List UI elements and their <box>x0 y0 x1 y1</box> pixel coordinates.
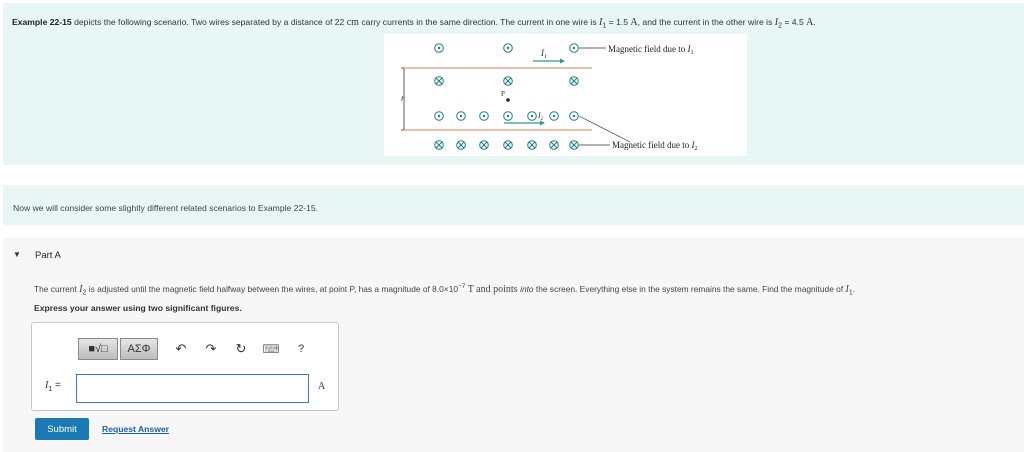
point-p-label: P <box>501 90 505 98</box>
answer-unit: A <box>318 381 326 392</box>
math-toolbar <box>78 338 312 360</box>
redo-icon[interactable]: ↷ <box>205 341 217 356</box>
part-a-section <box>3 238 1024 452</box>
current-label-2: $I_2$ <box>538 111 544 122</box>
example-label: Example 22-15 <box>12 17 72 27</box>
field-in-row-2 <box>435 141 579 150</box>
scenario-panel <box>3 185 1024 225</box>
example-description: Example 22-15 depicts the following scenario. Two wires separated by a distance of 22 cm carry currents in the same direction. The current in one wire is $I_1 = 1.5$ A, and the current in the other wire is $I_2 = 4.5$ A. <box>12 17 816 30</box>
field-out-row-1 <box>435 44 579 53</box>
current-arrow-1-head <box>560 59 565 64</box>
current-label-1: $I_1$ <box>541 48 547 60</box>
scenario-text: Now we will consider some slightly different related scenarios to Example 22-15. <box>13 203 319 213</box>
figure-svg <box>384 34 747 156</box>
undo-icon[interactable]: ↶ <box>175 341 187 356</box>
submit-button[interactable]: Submit <box>35 418 89 440</box>
answer-instruction: Express your answer using two significant figures. <box>34 303 242 313</box>
caption-field-1: Magnetic field due to $I_1$ <box>608 44 694 56</box>
question-text: The current $I_2$ is adjusted until the magnetic field halfway between the wires, at point P, has a magnitude of $8.0\times 10^{-7}$ T and points into the screen. Everything else in the system remains the same. Find the magnitude of $I_1$. <box>34 283 856 297</box>
request-answer-link[interactable]: Request Answer <box>102 424 170 434</box>
answer-variable-label: $I_1$ = <box>45 380 61 393</box>
symbols-button[interactable]: ΑΣΦ <box>120 338 158 360</box>
keyboard-icon[interactable]: ⌨ <box>262 342 280 356</box>
answer-panel <box>31 322 339 411</box>
templates-button[interactable]: ■√□ <box>78 338 118 360</box>
caption-2-leader-a <box>579 116 630 142</box>
part-title[interactable]: Part A <box>35 250 61 261</box>
caption-field-2: Magnetic field due to $I_2$ <box>612 140 698 152</box>
field-in-row-1 <box>435 77 579 86</box>
reset-icon[interactable]: ↻ <box>235 341 247 356</box>
help-icon[interactable]: ? <box>297 343 305 355</box>
field-out-row-2 <box>435 112 579 121</box>
answer-input[interactable] <box>76 374 309 403</box>
r-label: r <box>401 93 405 103</box>
point-p <box>506 98 510 102</box>
wire-field-figure <box>384 34 747 156</box>
collapse-caret-icon[interactable]: ▼ <box>13 250 21 259</box>
example-intro-panel <box>3 3 1024 165</box>
